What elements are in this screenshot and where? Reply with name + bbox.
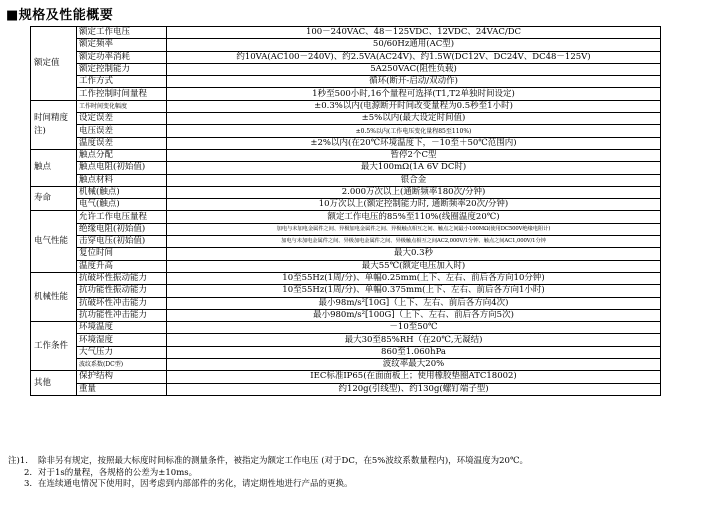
table-row [31, 76, 661, 88]
note-3 [8, 479, 648, 491]
table-row [31, 63, 661, 75]
table-row [31, 236, 661, 248]
spec-item-value: 最大55℃(额定电压加入时) [167, 260, 661, 272]
spec-item-label: 电气(触点) [77, 199, 167, 211]
table-row [31, 125, 661, 137]
table-row [31, 186, 661, 198]
section-category: 额定值 [31, 27, 77, 101]
spec-item-label: 抗破坏性振动能力 [77, 272, 167, 284]
table-row [31, 371, 661, 383]
spec-item-label: 额定工作电压 [77, 27, 167, 39]
spec-item-value: 最小980m/s²[100G]（上下、左右、前后各方向5次) [167, 309, 661, 321]
spec-item-label: 触点分配 [77, 149, 167, 161]
table-row [31, 322, 661, 334]
table-row [31, 223, 661, 235]
table-row [31, 113, 661, 125]
spec-item-value: ±5%以内(最大设定时间值) [167, 113, 661, 125]
spec-item-value: 约120g(引线型)、约130g(螺钉端子型) [167, 383, 661, 395]
table-row [31, 383, 661, 395]
spec-item-label: 抗破坏性冲击能力 [77, 297, 167, 309]
spec-item-value: 10至55Hz(1周/分)、单幅0.375mm(上下、左右、前后各方向1小时) [167, 285, 661, 297]
spec-item-value: 10至55Hz(1周/分)、单幅0.25mm(上下、左右、前后各方向10分钟) [167, 272, 661, 284]
spec-item-label: 机械(触点) [77, 186, 167, 198]
note-text: 对于1s的量程，各规格的公差为±10ms。 [38, 467, 198, 478]
spec-item-value: 10万次以上(额定控制能力时, 通断频率20次/分钟) [167, 199, 661, 211]
spec-item-value: ±0.3%以内(电源断开时间改变量程为0.5秒至1小时) [167, 100, 661, 112]
spec-item-label: 工作控制时间量程 [77, 88, 167, 100]
notes [8, 456, 648, 491]
table-row [31, 346, 661, 358]
spec-item-label: 环境湿度 [77, 334, 167, 346]
spec-item-label: 额定控制能力 [77, 63, 167, 75]
section-category: 触点 [31, 149, 77, 186]
spec-item-label: 抗功能性冲击能力 [77, 309, 167, 321]
spec-item-value: 加电与未加电金属件之间、异极加电金属件之间、异极触点相互之间、触点之间最小100MΩ(使用DC500V绝缘电阻计) [167, 223, 661, 235]
spec-item-label: 环境温度 [77, 322, 167, 334]
spec-item-label: 工作时间变化幅度 [77, 100, 167, 112]
table-row [31, 162, 661, 174]
spec-item-label: 重量 [77, 383, 167, 395]
spec-item-value: ±2%以内(在20℃环境温度下，－10至＋50℃范围内) [167, 137, 661, 149]
spec-item-label: 保护结构 [77, 371, 167, 383]
table-row [31, 297, 661, 309]
spec-table-body [31, 27, 661, 396]
table-row [31, 149, 661, 161]
note-number: 3. [24, 479, 33, 489]
spec-item-label: 允许工作电压量程 [77, 211, 167, 223]
table-row [31, 260, 661, 272]
table-row [31, 27, 661, 39]
spec-item-label: 抗功能性振动能力 [77, 285, 167, 297]
table-row [31, 100, 661, 112]
spec-item-value: 暂停2个C型 [167, 149, 661, 161]
note-number: 2. [24, 467, 33, 478]
spec-item-label: 大气压力 [77, 346, 167, 358]
spec-item-value: 最大0.3秒 [167, 248, 661, 260]
spec-item-label: 复位时间 [77, 248, 167, 260]
spec-item-value: 50/60Hz通用(AC型) [167, 39, 661, 51]
spec-item-value: ±0.5%以内(工作电压变化量程85至110%) [167, 125, 661, 137]
spec-item-value: 5A250VAC(阻性负载) [167, 63, 661, 75]
spec-item-label: 电压误差 [77, 125, 167, 137]
section-category: 时间精度 注) [31, 100, 77, 149]
spec-item-label: 绝缘电阻(初始值) [77, 223, 167, 235]
table-row [31, 174, 661, 186]
spec-item-value: 波纹率最大20% [167, 359, 661, 371]
table-row [31, 51, 661, 63]
spec-item-value: 额定工作电压的85%至110%(线圈温度20℃) [167, 211, 661, 223]
note-2 [8, 468, 648, 480]
section-category: 机械性能 [31, 272, 77, 321]
table-row [31, 137, 661, 149]
page-title: ■规格及性能概要 [6, 8, 114, 23]
spec-item-value: 银合金 [167, 174, 661, 186]
spec-item-label: 工作方式 [77, 76, 167, 88]
spec-item-label: 触点电阻(初始值) [77, 162, 167, 174]
spec-item-value: 2.000万次以上(通断频率180次/分钟) [167, 186, 661, 198]
spec-item-label: 击穿电压(初始值) [77, 236, 167, 248]
spec-item-value: 最小98m/s²[10G]（上下、左右、前后各方向4次) [167, 297, 661, 309]
table-row [31, 199, 661, 211]
section-category: 其他 [31, 371, 77, 396]
spec-item-label: 触点材料 [77, 174, 167, 186]
table-row [31, 334, 661, 346]
note-1 [8, 456, 648, 468]
note-number: 注)1. [8, 456, 28, 466]
section-category: 工作条件 [31, 322, 77, 371]
spec-item-label: 温度升高 [77, 260, 167, 272]
note-text: 在连续通电情况下使用时，因考虑到内部部件的劣化，请定期性地进行产品的更换。 [38, 479, 353, 489]
spec-item-label: 额定功率消耗 [77, 51, 167, 63]
spec-item-label: 温度误差 [77, 137, 167, 149]
section-category: 电气性能 [31, 211, 77, 272]
spec-item-value: 加电与未加电金属件之间、异极加电金属件之间、异极触点相互之间AC2,000V/1分钟、触点之间AC1,000V/1分钟 [167, 236, 661, 248]
spec-item-label: 额定频率 [77, 39, 167, 51]
spec-table [30, 26, 661, 396]
table-row [31, 88, 661, 100]
table-row [31, 248, 661, 260]
spec-item-value: 最大100mΩ(1A 6V DC时) [167, 162, 661, 174]
spec-item-value: 循环(断开-启动/双动作) [167, 76, 661, 88]
spec-item-value: 最大30至85%RH（在20℃,无凝结) [167, 334, 661, 346]
spec-item-value: IEC标准IP65(在面面板上；使用橡胶垫圈ATC18002) [167, 371, 661, 383]
table-row [31, 285, 661, 297]
section-category: 寿命 [31, 186, 77, 211]
spec-item-value: 860至1.060hPa [167, 346, 661, 358]
spec-item-value: 1秒至500小时,16个量程可选择(T1,T2单独时间设定) [167, 88, 661, 100]
spec-item-label: 波纹系数(DC型) [77, 359, 167, 371]
table-row [31, 272, 661, 284]
table-row [31, 211, 661, 223]
table-row [31, 359, 661, 371]
spec-item-value: －10至50℃ [167, 322, 661, 334]
spec-item-value: 100－240VAC、48－125VDC、12VDC、24VAC/DC [167, 27, 661, 39]
table-row [31, 39, 661, 51]
note-text: 除非另有规定，按照最大标度时间标准的测量条件，被指定为额定工作电压 (对于DC，在5%波纹系数量程内)，环境温度为20℃。 [38, 456, 528, 466]
spec-item-label: 设定误差 [77, 113, 167, 125]
table-row [31, 309, 661, 321]
spec-item-value: 约10VA(AC100－240V)、约2.5VA(AC24V)、约1.5W(DC12V、DC24V、DC48－125V) [167, 51, 661, 63]
